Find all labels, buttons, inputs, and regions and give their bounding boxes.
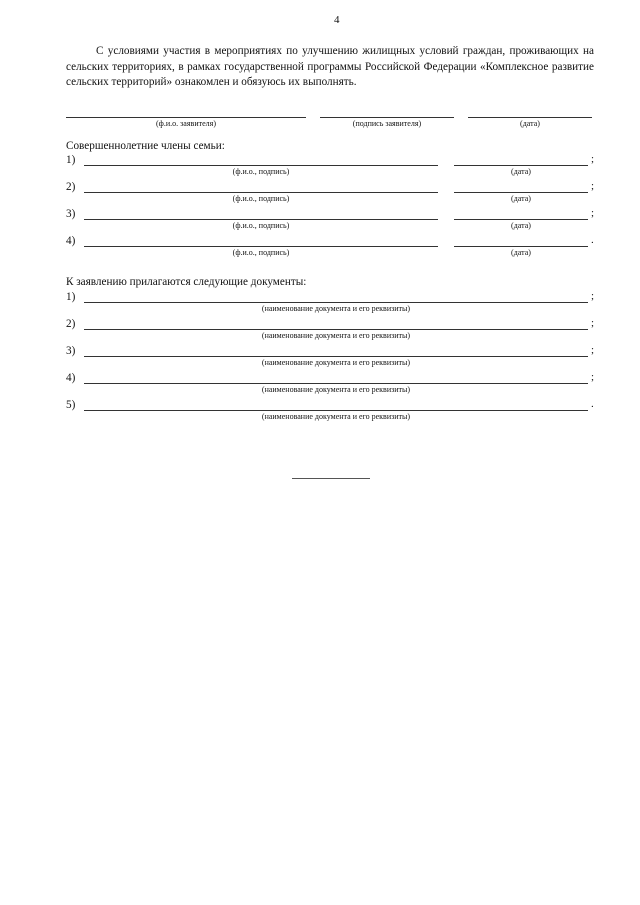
family-row-number: 2) — [66, 181, 76, 193]
page-number: 4 — [334, 14, 340, 26]
family-row-end: . — [591, 234, 594, 246]
applicant-name-caption: (ф.и.о. заявителя) — [156, 119, 216, 128]
family-row-number: 1) — [66, 154, 76, 166]
family-date-caption: (дата) — [511, 221, 531, 230]
document-line[interactable] — [84, 383, 588, 384]
family-row-number: 4) — [66, 235, 76, 247]
document-row-end: ; — [591, 371, 595, 383]
document-line[interactable] — [84, 410, 588, 411]
document-caption: (наименование документа и его реквизиты) — [261, 412, 411, 421]
applicant-date-line[interactable] — [468, 117, 592, 118]
applicant-name-line[interactable] — [66, 117, 306, 118]
document-row-end: . — [591, 398, 594, 410]
document-line[interactable] — [84, 329, 588, 330]
family-heading: Совершеннолетние члены семьи: — [66, 140, 225, 152]
family-date-caption: (дата) — [511, 167, 531, 176]
document-row-number: 5) — [66, 399, 76, 411]
document-row-end: ; — [591, 290, 595, 302]
applicant-signature-line[interactable] — [320, 117, 454, 118]
family-date-line[interactable] — [454, 219, 588, 220]
family-name-caption: (ф.и.о., подпись) — [232, 221, 290, 230]
document-row-end: ; — [591, 317, 595, 329]
family-date-caption: (дата) — [511, 248, 531, 257]
family-name-line[interactable] — [84, 165, 438, 166]
document-caption: (наименование документа и его реквизиты) — [261, 331, 411, 340]
family-row-end: ; — [591, 207, 595, 219]
family-date-line[interactable] — [454, 165, 588, 166]
document-row-end: ; — [591, 344, 595, 356]
intro-text: С условиями участия в мероприятиях по улучшению жилищных условий граждан, проживающих на сельских территориях, в рамках государственной программы Российской Федерации «Комплексное развитие сельских территорий» ознакомлен и обязуюсь их выполнять. — [66, 45, 594, 89]
document-line[interactable] — [84, 356, 588, 357]
document-row-number: 1) — [66, 291, 76, 303]
applicant-signature-caption: (подпись заявителя) — [352, 119, 422, 128]
family-name-caption: (ф.и.о., подпись) — [232, 194, 290, 203]
document-caption: (наименование документа и его реквизиты) — [261, 385, 411, 394]
family-row-number: 3) — [66, 208, 76, 220]
documents-heading: К заявлению прилагаются следующие документы: — [66, 276, 307, 288]
family-name-caption: (ф.и.о., подпись) — [232, 248, 290, 257]
family-name-line[interactable] — [84, 219, 438, 220]
family-row-end: ; — [591, 180, 595, 192]
document-row-number: 2) — [66, 318, 76, 330]
document-caption: (наименование документа и его реквизиты) — [261, 358, 411, 367]
family-date-caption: (дата) — [511, 194, 531, 203]
family-date-line[interactable] — [454, 192, 588, 193]
family-date-line[interactable] — [454, 246, 588, 247]
document-row-number: 3) — [66, 345, 76, 357]
family-row-end: ; — [591, 153, 595, 165]
family-name-line[interactable] — [84, 192, 438, 193]
applicant-date-caption: (дата) — [520, 119, 540, 128]
document-caption: (наименование документа и его реквизиты) — [261, 304, 411, 313]
family-name-line[interactable] — [84, 246, 438, 247]
intro-paragraph — [66, 44, 594, 91]
family-name-caption: (ф.и.о., подпись) — [232, 167, 290, 176]
document-line[interactable] — [84, 302, 588, 303]
document-row-number: 4) — [66, 372, 76, 384]
end-divider — [292, 478, 370, 479]
